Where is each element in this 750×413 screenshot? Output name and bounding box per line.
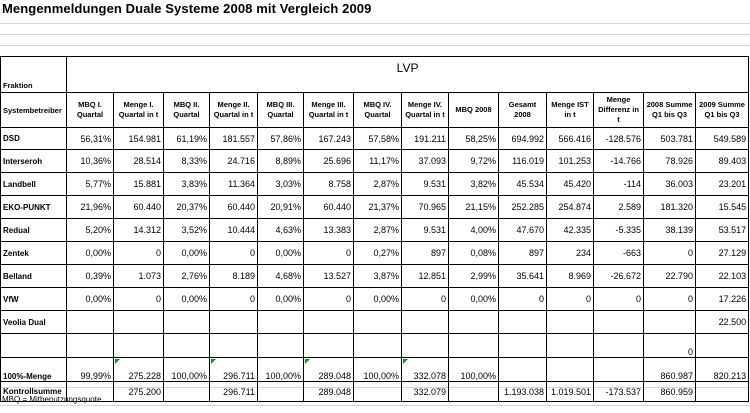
- cell-value: 289.048: [304, 358, 354, 382]
- cell-value: 10,36%: [67, 150, 114, 173]
- cell-value: 37.093: [402, 150, 449, 173]
- row-label: VfW: [1, 288, 67, 311]
- cell-value: 9,72%: [449, 150, 499, 173]
- cell-value: 45.420: [547, 173, 594, 196]
- cell-value: 0: [114, 288, 164, 311]
- cell-value: 332.078: [402, 358, 449, 382]
- cell-value: [164, 311, 210, 334]
- cell-value: [402, 334, 449, 358]
- table-row: [1, 382, 749, 402]
- cell-value: [210, 311, 258, 334]
- cell-value: 252.285: [499, 196, 547, 219]
- cell-value: 4,68%: [258, 265, 304, 288]
- cell-value: -114: [594, 173, 644, 196]
- cell-value: 11,17%: [354, 150, 402, 173]
- cell-value: 47.670: [499, 219, 547, 242]
- cell-value: 0: [594, 288, 644, 311]
- table-row: [1, 173, 749, 196]
- row-label: Veolia Dual: [1, 311, 67, 334]
- cell-value: 21,96%: [67, 196, 114, 219]
- cell-value: 0,00%: [67, 242, 114, 265]
- cell-value: 21,37%: [354, 196, 402, 219]
- cell-value: [547, 358, 594, 382]
- cell-value: 503.781: [644, 128, 696, 150]
- sheet-title: Mengenmeldungen Duale Systeme 2008 mit Vergleich 2009: [2, 1, 372, 16]
- cell-value: 1.073: [114, 265, 164, 288]
- table-row: [1, 242, 749, 265]
- col-header: Menge IV. Quartal in t: [402, 93, 449, 128]
- cell-value: 275.228: [114, 358, 164, 382]
- cell-value: 820.213: [696, 358, 749, 382]
- cell-value: 0,08%: [449, 242, 499, 265]
- cell-value: [210, 334, 258, 358]
- cell-comment-marker: [403, 359, 408, 364]
- cell-value: [594, 334, 644, 358]
- cell-value: [304, 311, 354, 334]
- cell-value: 0,00%: [67, 288, 114, 311]
- cell-value: 3,03%: [258, 173, 304, 196]
- col-header: MBQ 2008: [449, 93, 499, 128]
- cell-value: 42.335: [547, 219, 594, 242]
- footnote: MBQ = Mitbenutzungsquote: [2, 395, 102, 404]
- lvp-header: LVP: [67, 57, 749, 79]
- table-row: [1, 128, 749, 150]
- cell-value: 0: [304, 288, 354, 311]
- cell-value: 860.959: [644, 382, 696, 402]
- cell-value: 0: [304, 242, 354, 265]
- cell-value: [114, 311, 164, 334]
- cell-value: [258, 334, 304, 358]
- col-header: Menge I. Quartal in t: [114, 93, 164, 128]
- cell-value: 60.440: [210, 196, 258, 219]
- cell-value: 897: [402, 242, 449, 265]
- cell-value: 12.851: [402, 265, 449, 288]
- cell-value: 38.139: [644, 219, 696, 242]
- cell-value: [449, 311, 499, 334]
- cell-value: 167.243: [304, 128, 354, 150]
- cell-value: [402, 311, 449, 334]
- cell-value: -173.537: [594, 382, 644, 402]
- cell-value: 0: [644, 288, 696, 311]
- cell-value: 289.048: [304, 382, 354, 402]
- col-header: Menge III. Quartal in t: [304, 93, 354, 128]
- cell-value: 0: [644, 334, 696, 358]
- cell-value: 0,00%: [354, 288, 402, 311]
- cell-value: 0,00%: [449, 288, 499, 311]
- cell-value: 15.881: [114, 173, 164, 196]
- cell-value: 2,87%: [354, 173, 402, 196]
- empty-cell: [1, 57, 67, 79]
- cell-value: [67, 311, 114, 334]
- data-table: [0, 56, 749, 402]
- cell-value: 116.019: [499, 150, 547, 173]
- cell-value: 60.440: [304, 196, 354, 219]
- cell-value: -14.766: [594, 150, 644, 173]
- cell-value: 22.103: [696, 265, 749, 288]
- cell-value: 181.320: [644, 196, 696, 219]
- cell-value: 4,00%: [449, 219, 499, 242]
- cell-value: [449, 382, 499, 402]
- table-row: [1, 358, 749, 382]
- cell-value: [696, 334, 749, 358]
- cell-value: 9.531: [402, 219, 449, 242]
- cell-value: [499, 311, 547, 334]
- cell-value: 0: [114, 242, 164, 265]
- cell-value: 100,00%: [354, 358, 402, 382]
- cell-value: 0,00%: [164, 288, 210, 311]
- table-row: [1, 219, 749, 242]
- cell-value: 897: [499, 242, 547, 265]
- cell-value: [594, 311, 644, 334]
- col-header: Menge Differenz in t: [594, 93, 644, 128]
- cell-value: 36.003: [644, 173, 696, 196]
- cell-value: [67, 334, 114, 358]
- cell-value: 9.531: [402, 173, 449, 196]
- cell-value: 61,19%: [164, 128, 210, 150]
- row-label: Landbell: [1, 173, 67, 196]
- cell-value: 154.981: [114, 128, 164, 150]
- cell-value: 8,89%: [258, 150, 304, 173]
- gridline: [0, 34, 750, 35]
- gridline: [0, 405, 750, 406]
- cell-value: [696, 382, 749, 402]
- cell-value: 60.440: [114, 196, 164, 219]
- cell-value: 0,00%: [258, 288, 304, 311]
- cell-value: 45.534: [499, 173, 547, 196]
- cell-value: 2,76%: [164, 265, 210, 288]
- cell-value: 21,15%: [449, 196, 499, 219]
- cell-value: 0: [644, 242, 696, 265]
- cell-value: 15.545: [696, 196, 749, 219]
- cell-value: [354, 311, 402, 334]
- cell-value: 100,00%: [164, 358, 210, 382]
- cell-value: -26.672: [594, 265, 644, 288]
- row-label: Kontrollsumme: [1, 382, 67, 402]
- col-header: 2009 Summe Q1 bis Q3: [696, 93, 749, 128]
- cell-value: 53.517: [696, 219, 749, 242]
- cell-value: 234: [547, 242, 594, 265]
- cell-value: 694.992: [499, 128, 547, 150]
- cell-value: 24.716: [210, 150, 258, 173]
- cell-value: 1.019.501: [547, 382, 594, 402]
- cell-value: 57,58%: [354, 128, 402, 150]
- cell-value: 27.129: [696, 242, 749, 265]
- cell-value: 296.711: [210, 358, 258, 382]
- cell-value: 2.589: [594, 196, 644, 219]
- table-row: [1, 288, 749, 311]
- cell-value: 89.403: [696, 150, 749, 173]
- cell-comment-marker: [115, 359, 120, 364]
- cell-value: 8.758: [304, 173, 354, 196]
- cell-value: 0: [402, 288, 449, 311]
- row-label: Redual: [1, 219, 67, 242]
- row-label: DSD: [1, 128, 67, 150]
- cell-value: 2,99%: [449, 265, 499, 288]
- systembetreiber-label: Systembetreiber: [1, 93, 67, 128]
- cell-value: 0: [210, 288, 258, 311]
- cell-value: [354, 334, 402, 358]
- table-row: [1, 334, 749, 358]
- cell-value: [164, 334, 210, 358]
- cell-value: 549.589: [696, 128, 749, 150]
- cell-value: 100,00%: [449, 358, 499, 382]
- cell-value: 0,00%: [258, 242, 304, 265]
- cell-value: 0,00%: [164, 242, 210, 265]
- cell-value: [499, 334, 547, 358]
- cell-value: 17.226: [696, 288, 749, 311]
- row-label: Belland: [1, 265, 67, 288]
- cell-value: 25.696: [304, 150, 354, 173]
- cell-value: 35.641: [499, 265, 547, 288]
- cell-value: 4,63%: [258, 219, 304, 242]
- cell-value: 13.527: [304, 265, 354, 288]
- fraktion-label: Fraktion: [1, 79, 67, 93]
- cell-value: -663: [594, 242, 644, 265]
- col-header: Menge II. Quartal in t: [210, 93, 258, 128]
- cell-value: -5.335: [594, 219, 644, 242]
- cell-value: 23.201: [696, 173, 749, 196]
- col-header: MBQ III. Quartal: [258, 93, 304, 128]
- cell-value: 70.965: [402, 196, 449, 219]
- cell-value: 13.383: [304, 219, 354, 242]
- cell-value: 22.790: [644, 265, 696, 288]
- cell-value: 5,20%: [67, 219, 114, 242]
- table-row: [1, 196, 749, 219]
- cell-value: 0: [210, 242, 258, 265]
- cell-value: 28.514: [114, 150, 164, 173]
- gridline: [0, 23, 750, 24]
- cell-value: 22.500: [696, 311, 749, 334]
- cell-value: 3,87%: [354, 265, 402, 288]
- cell-value: [258, 382, 304, 402]
- cell-value: 11.364: [210, 173, 258, 196]
- cell-value: 0: [547, 288, 594, 311]
- cell-value: 20,37%: [164, 196, 210, 219]
- cell-value: [644, 311, 696, 334]
- cell-value: 78.926: [644, 150, 696, 173]
- cell-value: [499, 358, 547, 382]
- cell-value: 3,52%: [164, 219, 210, 242]
- cell-value: 3,83%: [164, 173, 210, 196]
- row-label: Interseroh: [1, 150, 67, 173]
- col-header: MBQ IV. Quartal: [354, 93, 402, 128]
- cell-value: 101.253: [547, 150, 594, 173]
- cell-value: 332.079: [402, 382, 449, 402]
- cell-value: 0,27%: [354, 242, 402, 265]
- cell-value: 5,77%: [67, 173, 114, 196]
- col-header: MBQ I. Quartal: [67, 93, 114, 128]
- cell-value: 860.987: [644, 358, 696, 382]
- lvp-spacer: [67, 79, 749, 93]
- cell-value: [304, 334, 354, 358]
- cell-value: [258, 311, 304, 334]
- cell-comment-marker: [305, 359, 310, 364]
- cell-value: [594, 358, 644, 382]
- cell-value: 8,33%: [164, 150, 210, 173]
- row-label: [1, 334, 67, 358]
- row-label: Zentek: [1, 242, 67, 265]
- gridline: [0, 45, 750, 46]
- cell-value: 58,25%: [449, 128, 499, 150]
- cell-value: 20,91%: [258, 196, 304, 219]
- cell-value: 566.416: [547, 128, 594, 150]
- cell-value: [547, 334, 594, 358]
- cell-value: 0,39%: [67, 265, 114, 288]
- cell-value: 181.557: [210, 128, 258, 150]
- cell-value: 2,87%: [354, 219, 402, 242]
- cell-value: 99,99%: [67, 358, 114, 382]
- cell-value: [449, 334, 499, 358]
- cell-value: 296.711: [210, 382, 258, 402]
- cell-value: 56,31%: [67, 128, 114, 150]
- col-header: 2008 Summe Q1 bis Q3: [644, 93, 696, 128]
- row-label: 100%-Menge: [1, 358, 67, 382]
- cell-value: [354, 382, 402, 402]
- cell-value: 1.193.038: [499, 382, 547, 402]
- cell-value: 8.969: [547, 265, 594, 288]
- cell-value: 10.444: [210, 219, 258, 242]
- col-header: Menge IST in t: [547, 93, 594, 128]
- table-row: [1, 311, 749, 334]
- cell-value: -128.576: [594, 128, 644, 150]
- cell-value: 14.312: [114, 219, 164, 242]
- col-header: MBQ II. Quartal: [164, 93, 210, 128]
- row-label: EKO-PUNKT: [1, 196, 67, 219]
- cell-value: 3,82%: [449, 173, 499, 196]
- cell-value: [114, 334, 164, 358]
- table-row: [1, 150, 749, 173]
- cell-value: 254.874: [547, 196, 594, 219]
- cell-value: 57,86%: [258, 128, 304, 150]
- table-row: [1, 265, 749, 288]
- col-header: Gesamt 2008: [499, 93, 547, 128]
- cell-value: 8.189: [210, 265, 258, 288]
- cell-comment-marker: [211, 359, 216, 364]
- cell-value: 191.211: [402, 128, 449, 150]
- cell-value: 100,00%: [258, 358, 304, 382]
- cell-value: 275.200: [114, 382, 164, 402]
- cell-value: 0: [499, 288, 547, 311]
- cell-value: [164, 382, 210, 402]
- cell-value: [547, 311, 594, 334]
